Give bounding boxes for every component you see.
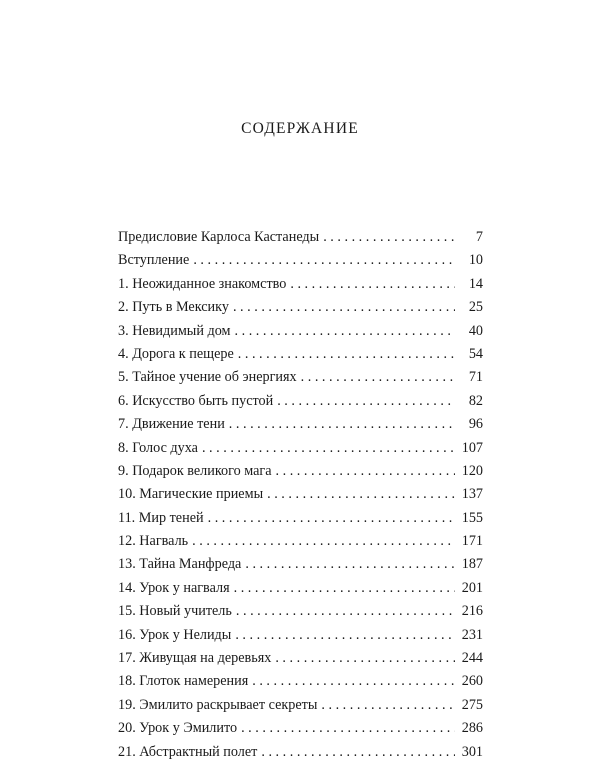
toc-entry[interactable] bbox=[118, 226, 483, 249]
toc-entry-title: Предисловие Карлоса Кастанеды bbox=[118, 229, 320, 245]
toc-entry[interactable] bbox=[118, 320, 483, 343]
dot-leader bbox=[198, 437, 455, 460]
toc-entry-page: 171 bbox=[461, 533, 483, 550]
toc-entry[interactable] bbox=[118, 390, 483, 413]
dot-leader bbox=[273, 390, 455, 413]
toc-entry-page: 301 bbox=[461, 743, 483, 760]
dot-leader bbox=[231, 320, 455, 343]
dot-leader bbox=[234, 343, 455, 366]
dot-leader bbox=[272, 460, 455, 483]
toc-entry-title: 20. Урок у Эмилито bbox=[118, 720, 238, 737]
toc-entry-title: 16. Урок у Нелиды bbox=[118, 626, 232, 643]
toc-entry-page: 10 bbox=[468, 252, 483, 269]
toc-entry-title: 17. Живущая на деревьях bbox=[118, 650, 272, 667]
toc-entry[interactable] bbox=[118, 366, 483, 389]
toc-entry-page: 7 bbox=[475, 229, 483, 245]
toc-entry-title: Вступление bbox=[118, 252, 190, 269]
dot-leader bbox=[271, 647, 455, 670]
toc-entry[interactable] bbox=[118, 694, 483, 717]
toc-entry[interactable] bbox=[118, 273, 483, 296]
toc-entry-page: 244 bbox=[461, 650, 483, 667]
dot-leader bbox=[257, 741, 455, 764]
dot-leader bbox=[231, 624, 455, 647]
toc-entry-page: 107 bbox=[461, 439, 483, 456]
toc-entry[interactable] bbox=[118, 437, 483, 460]
dot-leader bbox=[230, 577, 455, 600]
dot-leader bbox=[225, 413, 455, 436]
page-title: СОДЕРЖАНИЕ bbox=[241, 120, 359, 137]
toc-entry-title: 19. Эмилито раскрывает секреты bbox=[118, 696, 318, 713]
toc-entry-title: 18. Глоток намерения bbox=[118, 673, 249, 690]
toc-entry-title: 10. Магические приемы bbox=[118, 486, 264, 503]
toc-entry[interactable] bbox=[118, 670, 483, 693]
toc-entry-title: 8. Голос духа bbox=[118, 439, 198, 456]
toc-entry[interactable] bbox=[118, 553, 483, 576]
toc-entry[interactable] bbox=[118, 343, 483, 366]
toc-entry[interactable] bbox=[118, 717, 483, 740]
toc-entry[interactable] bbox=[118, 624, 483, 647]
toc-entry-page: 286 bbox=[461, 720, 483, 737]
toc-entry-title: 11. Мир теней bbox=[118, 509, 204, 526]
toc-entry-title: 2. Путь в Мексику bbox=[118, 299, 229, 316]
toc-entry-title: 4. Дорога к пещере bbox=[118, 345, 234, 362]
toc-entry-page: 260 bbox=[461, 673, 483, 690]
dot-leader bbox=[189, 249, 455, 272]
toc-entry-page: 120 bbox=[461, 462, 483, 479]
toc-entry[interactable] bbox=[118, 600, 483, 623]
dot-leader bbox=[229, 296, 455, 319]
dot-leader bbox=[241, 553, 455, 576]
toc-entry-page: 155 bbox=[461, 509, 483, 526]
dot-leader bbox=[204, 507, 455, 530]
toc-entry-title: 3. Невидимый дом bbox=[118, 322, 231, 339]
dot-leader bbox=[237, 717, 455, 740]
toc-entry-title: 21. Абстрактный полет bbox=[118, 743, 258, 760]
toc-entry-title: 12. Нагваль bbox=[118, 533, 189, 550]
toc-entry-title: 13. Тайна Манфреда bbox=[118, 556, 242, 573]
toc-entry-page: 216 bbox=[461, 603, 483, 620]
dot-leader bbox=[286, 273, 455, 296]
toc-entry-page: 71 bbox=[468, 369, 483, 386]
toc-entry[interactable] bbox=[118, 577, 483, 600]
toc-entry-title: 9. Подарок великого мага bbox=[118, 462, 272, 479]
dot-leader bbox=[317, 694, 455, 717]
toc-entry-page: 231 bbox=[461, 626, 483, 643]
toc-entry[interactable] bbox=[118, 530, 483, 553]
toc-entry-title: 6. Искусство быть пустой bbox=[118, 392, 274, 409]
dot-leader bbox=[248, 670, 455, 693]
toc-entry[interactable] bbox=[118, 296, 483, 319]
toc-entry-page: 40 bbox=[468, 322, 483, 339]
toc-entry-page: 82 bbox=[468, 392, 483, 409]
dot-leader bbox=[263, 483, 455, 506]
toc-entry[interactable] bbox=[118, 507, 483, 530]
toc-entry-page: 275 bbox=[461, 696, 483, 713]
toc-entry[interactable] bbox=[118, 741, 483, 764]
toc-entry[interactable] bbox=[118, 460, 483, 483]
toc-entry[interactable] bbox=[118, 249, 483, 272]
toc-entry[interactable] bbox=[118, 647, 483, 670]
toc-entry[interactable] bbox=[118, 483, 483, 506]
dot-leader bbox=[232, 600, 455, 623]
toc-entry-page: 14 bbox=[468, 275, 483, 292]
table-of-contents bbox=[118, 226, 483, 764]
toc-entry-page: 137 bbox=[461, 486, 483, 503]
toc-entry-title: 15. Новый учитель bbox=[118, 603, 232, 620]
toc-entry-title: 14. Урок у нагваля bbox=[118, 579, 230, 596]
toc-entry-page: 25 bbox=[468, 299, 483, 316]
toc-entry-page: 187 bbox=[461, 556, 483, 573]
toc-entry[interactable] bbox=[118, 413, 483, 436]
toc-entry-page: 201 bbox=[461, 579, 483, 596]
toc-entry-title: 1. Неожиданное знакомство bbox=[118, 275, 287, 292]
dot-leader bbox=[188, 530, 455, 553]
toc-entry-title: 5. Тайное учение об энергиях bbox=[118, 369, 297, 386]
dot-leader bbox=[297, 366, 455, 389]
dot-leader bbox=[319, 226, 455, 249]
toc-entry-title: 7. Движение тени bbox=[118, 416, 225, 433]
toc-entry-page: 96 bbox=[468, 416, 483, 433]
toc-entry-page: 54 bbox=[468, 345, 483, 362]
